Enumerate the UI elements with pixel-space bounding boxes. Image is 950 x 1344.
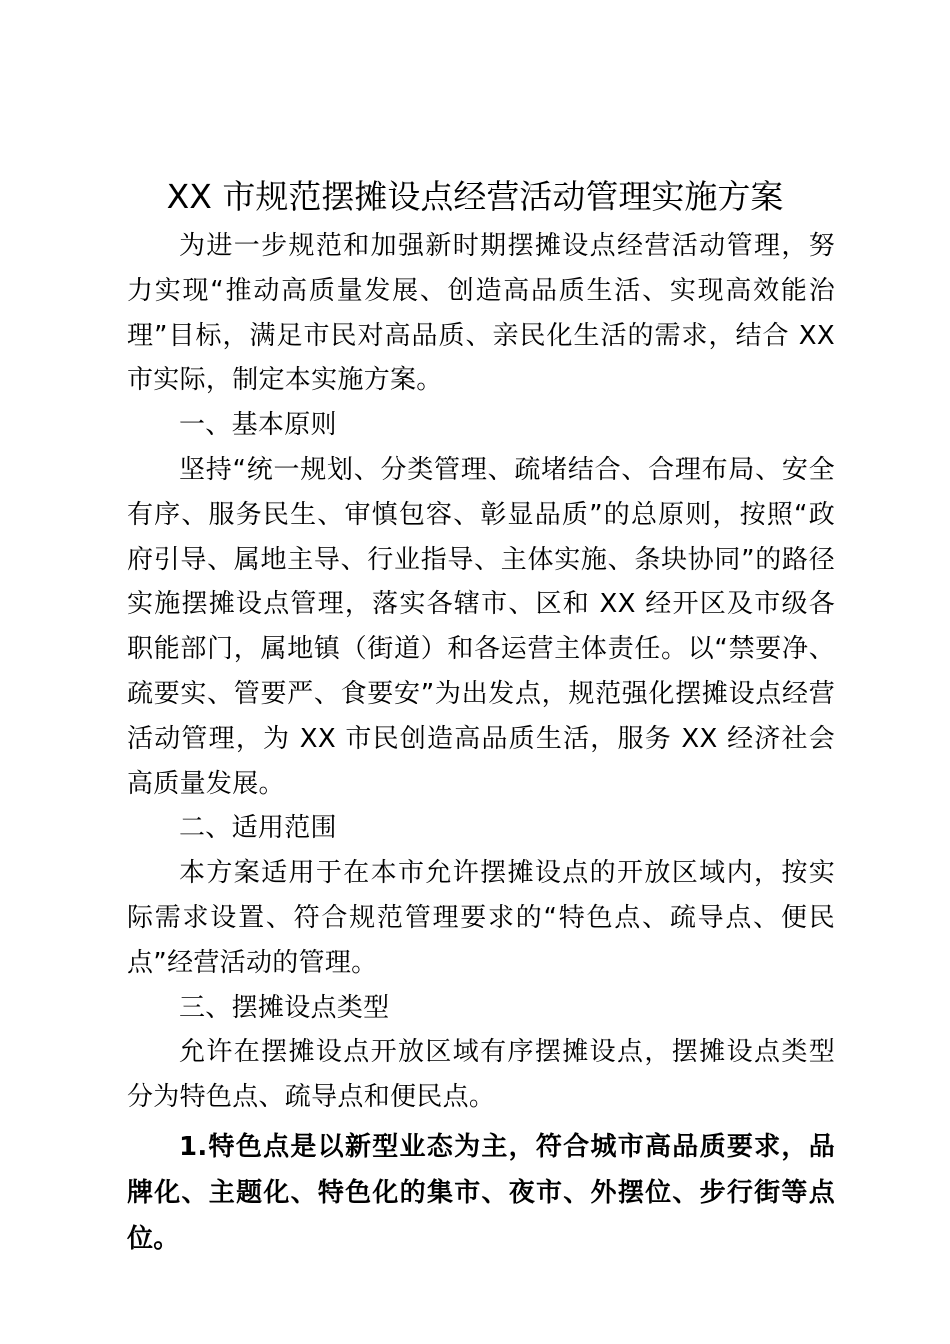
types-paragraph: 允许在摆摊设点开放区域有序摆摊设点，摆摊设点类型分为特色点、疏导点和便民点。 <box>127 1037 835 1113</box>
section-heading-scope: 二、适用范围 <box>179 813 337 844</box>
section-heading-principles: 一、基本原则 <box>179 410 337 441</box>
document-body <box>127 224 835 1262</box>
principles-paragraph: 坚持“统一规划、分类管理、疏堵结合、合理布局、安全有序、服务民生、审慎包容、彰显品质”的总原则，按照“政府引导、属地主导、行业指导、主体实施、条块协同”的路径实施摆摊设点管理，落实各辖市、区和 XX 经开区及市级各职能部门，属地镇（街道）和各运营主体责任。以“禁要净、疏要实、管要严、食要安”为出发点，规范强化摆摊设点经营活动管理，为 XX 市民创造高品质生活，服务 XX 经济社会高质量发展。 <box>127 454 835 799</box>
featured-point-paragraph: 1.特色点是以新型业态为主，符合城市高品质要求，品牌化、主题化、特色化的集市、夜市、外摆位、步行街等点位。 <box>127 1131 835 1254</box>
scope-paragraph: 本方案适用于在本市允许摆摊设点的开放区域内，按实际需求设置、符合规范管理要求的“特色点、疏导点、便民点”经营活动的管理。 <box>127 858 835 978</box>
section-heading-types: 三、摆摊设点类型 <box>179 992 390 1023</box>
document-title: XX 市规范摆摊设点经营活动管理实施方案 <box>166 177 784 216</box>
intro-paragraph: 为进一步规范和加强新时期摆摊设点经营活动管理，努力实现“推动高质量发展、创造高品质生活、实现高效能治理”目标，满足市民对高品质、亲民化生活的需求，结合 XX 市实际，制定本实施方案。 <box>127 231 835 396</box>
